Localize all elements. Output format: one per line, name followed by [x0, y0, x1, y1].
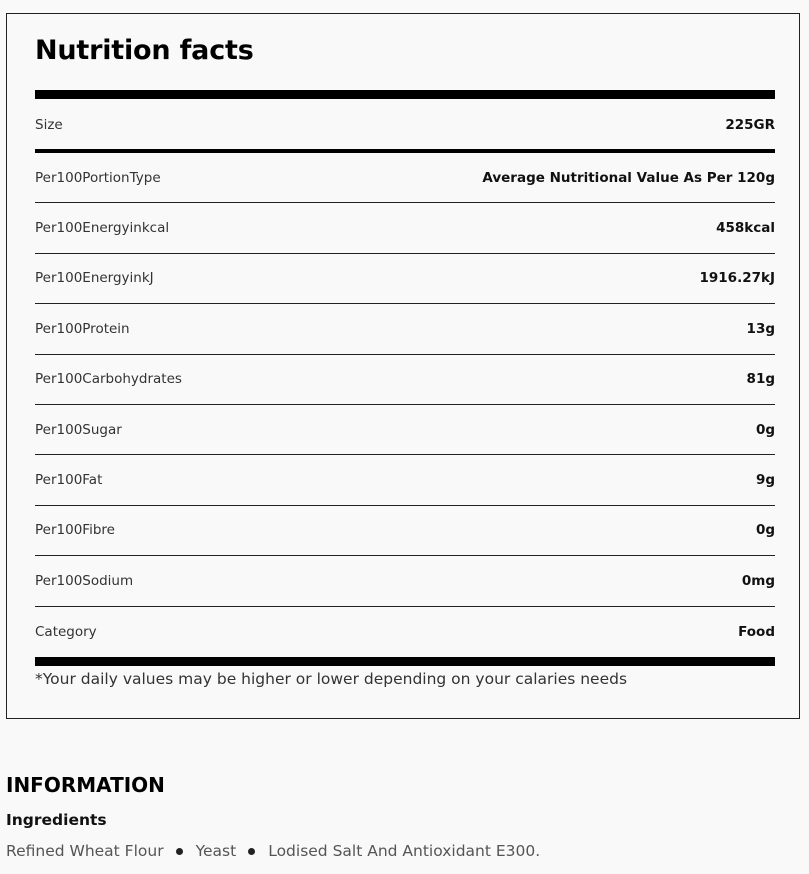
- divider-thick-top: [35, 90, 775, 99]
- bullet-dot-icon: [248, 848, 255, 855]
- row-value: 458kcal: [716, 220, 775, 237]
- row-label: Per100Sodium: [35, 572, 134, 589]
- nutrition-row: [35, 254, 775, 304]
- ingredient-item: [6, 842, 164, 860]
- nutrition-row: [35, 607, 775, 657]
- nutrition-row: [35, 153, 775, 203]
- row-value: 0g: [755, 421, 775, 438]
- nutrition-row: [35, 304, 775, 354]
- row-label: Per100Fat: [35, 472, 103, 489]
- ingredients-list: [6, 842, 540, 860]
- row-label: Per100Energyinkcal: [35, 220, 170, 237]
- nutrition-row: [35, 405, 775, 455]
- divider-thick-bottom: [35, 657, 775, 666]
- nutrition-title: Nutrition facts: [35, 35, 254, 66]
- row-value: 0g: [755, 522, 775, 539]
- nutrition-row: [35, 506, 775, 556]
- nutrition-row: [35, 355, 775, 405]
- bullet-dot-icon: [176, 848, 183, 855]
- information-heading: INFORMATION: [6, 773, 165, 797]
- row-value: 81g: [746, 371, 775, 388]
- row-label: Per100EnergyinkJ: [35, 270, 154, 287]
- row-label: Per100Sugar: [35, 421, 122, 438]
- size-value: 225GR: [725, 117, 775, 133]
- row-value: 0mg: [741, 572, 775, 589]
- size-label: Size: [35, 117, 63, 133]
- nutrition-row: [35, 455, 775, 505]
- ingredient-label: Refined Wheat Flour: [6, 842, 164, 860]
- ingredient-label: Lodised Salt And Antioxidant E300.: [268, 842, 541, 860]
- nutrition-row: [35, 556, 775, 606]
- row-value: Food: [738, 623, 775, 640]
- row-label: Per100PortionType: [35, 169, 161, 186]
- row-value: 13g: [746, 320, 775, 337]
- row-label: Per100Fibre: [35, 522, 115, 539]
- ingredients-heading: Ingredients: [6, 811, 107, 829]
- row-value: Average Nutritional Value As Per 120g: [482, 169, 775, 186]
- nutrition-row: [35, 203, 775, 253]
- row-value: 1916.27kJ: [699, 270, 775, 287]
- row-value: 9g: [755, 472, 775, 489]
- row-label: Per100Protein: [35, 320, 130, 337]
- ingredient-label: Yeast: [195, 842, 237, 860]
- row-label: Category: [35, 623, 97, 640]
- row-label: Per100Carbohydrates: [35, 371, 182, 388]
- size-row: [35, 100, 775, 150]
- ingredient-item: [164, 842, 237, 860]
- nutrition-rows: [35, 153, 775, 657]
- ingredient-item: [236, 842, 540, 860]
- daily-values-footnote: *Your daily values may be higher or lower depending on your calaries needs: [35, 670, 628, 688]
- nutrition-facts-panel: [6, 13, 800, 719]
